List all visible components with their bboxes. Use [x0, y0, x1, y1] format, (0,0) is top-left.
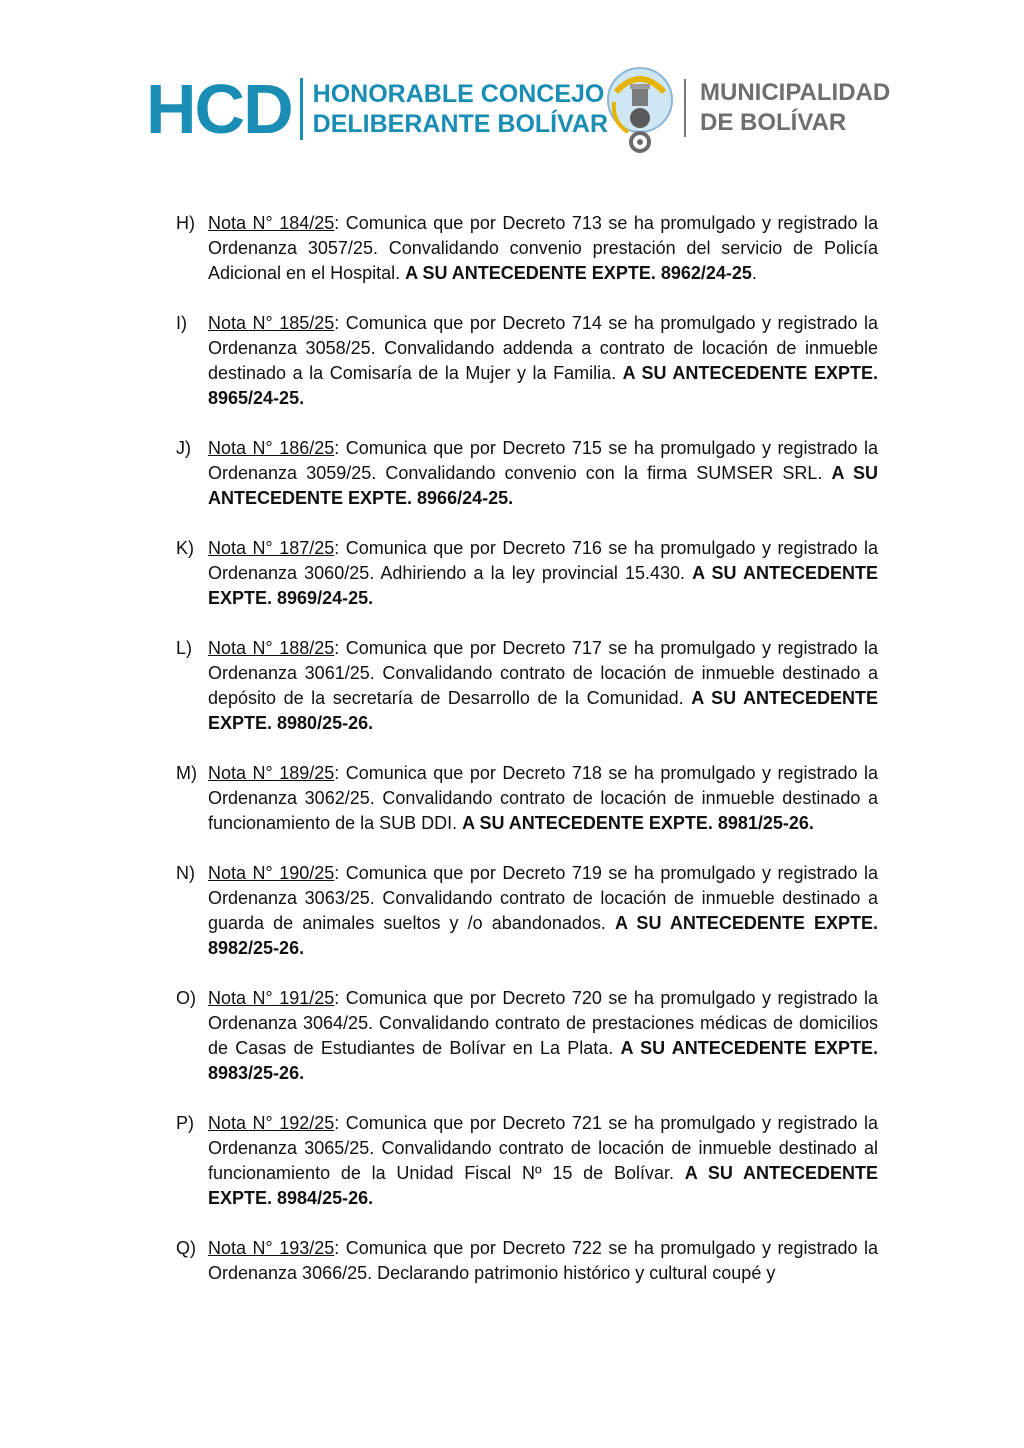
item-text: : Comunica que por Decreto 714 se ha promulgado y registrado la Ordenanza 3058/25. Convalidando addenda a contrato de locación de inmueble destinado a la Comisaría de la Mujer y la Familia. [208, 313, 878, 383]
hcd-name [313, 79, 608, 139]
note-number: Nota N° 192/25 [208, 1113, 335, 1133]
list-item [176, 986, 878, 1086]
list-item [176, 211, 878, 286]
list-item [176, 636, 878, 736]
note-number: Nota N° 190/25 [208, 863, 335, 883]
item-text: : Comunica que por Decreto 713 se ha promulgado y registrado la Ordenanza 3057/25. Convalidando convenio prestación del servicio de Policía Adicional en el Hospital. [208, 213, 878, 283]
note-number: Nota N° 184/25 [208, 213, 335, 233]
item-text: : Comunica que por Decreto 719 se ha promulgado y registrado la Ordenanza 3063/25. Convalidando contrato de locación de inmueble destinado a guarda de animales sueltos y /o abandonados. [208, 863, 878, 933]
item-reference: A SU ANTECEDENTE EXPTE. 8962/24-25 [405, 263, 752, 283]
hcd-line-1: HONORABLE CONCEJO [312, 80, 605, 108]
item-tail: . [751, 263, 757, 283]
item-letter: H) [176, 213, 195, 233]
note-number: Nota N° 188/25 [208, 638, 335, 658]
page-header [0, 60, 1024, 160]
hcd-logo [146, 70, 609, 148]
item-text: : Comunica que por Decreto 721 se ha promulgado y registrado la Ordenanza 3065/25. Convalidando contrato de locación de inmueble destinado al funcionamiento de la Unidad Fiscal Nº 15 de Bolívar. [208, 1113, 878, 1183]
item-text: : Comunica que por Decreto 717 se ha promulgado y registrado la Ordenanza 3061/25. Convalidando contrato de locación de inmueble destinado a depósito de la secretaría de Desarrollo de la Comunidad. [208, 638, 878, 708]
municipality-line-2: DE BOLÍVAR [700, 109, 847, 136]
list-item [176, 1111, 878, 1211]
list-item [176, 311, 878, 411]
municipality-divider [684, 79, 686, 137]
hcd-divider [300, 78, 303, 140]
item-reference: A SU ANTECEDENTE EXPTE. 8984/25-26. [208, 1163, 878, 1208]
item-reference: A SU ANTECEDENTE EXPTE. 8969/24-25. [208, 563, 879, 608]
item-reference: A SU ANTECEDENTE EXPTE. 8983/25-26. [208, 1038, 879, 1083]
municipality-logo [606, 62, 890, 154]
item-text: : Comunica que por Decreto 716 se ha promulgado y registrado la Ordenanza 3060/25. Adhiriendo a la ley provincial 15.430. [208, 538, 878, 583]
municipality-seal-icon [606, 62, 674, 154]
list-item [176, 1236, 878, 1286]
item-text: : Comunica que por Decreto 720 se ha promulgado y registrado la Ordenanza 3064/25. Convalidando contrato de prestaciones médicas de domicilios de Casas de Estudiantes de Bolívar en La Plata. [208, 988, 878, 1058]
list-item [176, 436, 878, 511]
item-letter: O) [176, 988, 196, 1008]
note-number: Nota N° 185/25 [208, 313, 335, 333]
item-letter: P) [176, 1113, 194, 1133]
hcd-line-2: DELIBERANTE BOLÍVAR [312, 110, 609, 138]
item-text: : Comunica que por Decreto 722 se ha promulgado y registrado la Ordenanza 3066/25. Declarando patrimonio histórico y cultural coupé y [208, 1238, 878, 1283]
item-reference: A SU ANTECEDENTE EXPTE. 8966/24-25. [208, 463, 879, 508]
list-item [176, 761, 878, 836]
item-letter: N) [176, 863, 195, 883]
item-letter: L) [176, 638, 193, 658]
item-letter: M) [176, 763, 197, 783]
item-letter: Q) [176, 1238, 196, 1258]
note-number: Nota N° 189/25 [208, 763, 335, 783]
list-item [176, 861, 878, 961]
list-item [176, 536, 878, 611]
municipality-name [700, 78, 890, 138]
item-reference: A SU ANTECEDENTE EXPTE. 8982/25-26. [208, 913, 879, 958]
item-reference: A SU ANTECEDENTE EXPTE. 8980/25-26. [208, 688, 878, 733]
note-number: Nota N° 193/25 [208, 1238, 335, 1258]
document-body [176, 211, 878, 1311]
note-number: Nota N° 186/25 [208, 438, 335, 458]
item-reference: A SU ANTECEDENTE EXPTE. 8981/25-26. [462, 813, 814, 833]
item-letter: J) [176, 438, 191, 458]
hcd-mark: HCD [146, 70, 292, 148]
municipality-line-1: MUNICIPALIDAD [700, 79, 891, 106]
item-text: : Comunica que por Decreto 718 se ha promulgado y registrado la Ordenanza 3062/25. Convalidando contrato de locación de inmueble destinado a funcionamiento de la SUB DDI. [208, 763, 878, 833]
item-text: : Comunica que por Decreto 715 se ha promulgado y registrado la Ordenanza 3059/25. Convalidando convenio con la firma SUMSER SRL. [208, 438, 878, 483]
item-reference: A SU ANTECEDENTE EXPTE. 8965/24-25. [208, 363, 878, 408]
item-letter: K) [176, 538, 194, 558]
note-number: Nota N° 187/25 [208, 538, 335, 558]
item-letter: I) [176, 313, 187, 333]
note-number: Nota N° 191/25 [208, 988, 335, 1008]
